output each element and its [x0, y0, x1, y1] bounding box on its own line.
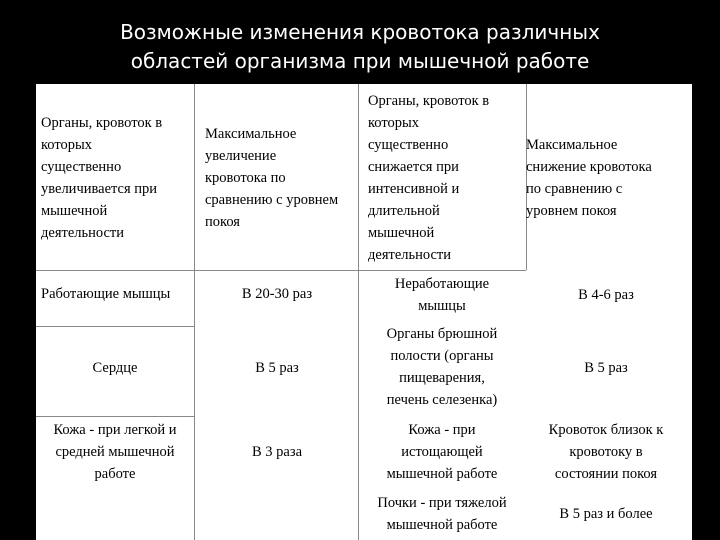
row2-increase: [196, 357, 358, 379]
cell-text: работе: [94, 466, 136, 482]
cell-text: Почки - при тяжелой: [377, 495, 507, 511]
cell-text: В 5 раз и более: [559, 506, 653, 522]
slide-title-line-2: областей организма при мышечной работе: [130, 49, 590, 73]
header-text: увеличение: [205, 148, 277, 164]
header-divider: [36, 270, 526, 271]
header-text: Органы, кровоток в: [368, 93, 490, 109]
header-text: кровотока по: [205, 170, 286, 186]
cell-text: полости (органы: [390, 348, 494, 364]
cell-text: мышечной работе: [386, 517, 498, 533]
header-text: которых: [368, 115, 420, 131]
header-text: Максимальное: [526, 137, 618, 153]
cell-text: Органы брюшной: [386, 326, 498, 342]
row-divider-2: [36, 416, 194, 417]
header-increased-organs: [41, 112, 193, 244]
header-text: по сравнению с: [526, 181, 623, 197]
cell-text: истощающей: [401, 444, 483, 460]
row4-decrease: [526, 503, 686, 525]
row2-organ: [36, 357, 194, 379]
row1-decreased-organ: [359, 273, 525, 317]
header-text: существенно: [368, 137, 449, 153]
row3-increase: [196, 441, 358, 463]
header-text: снижается при: [368, 159, 459, 175]
cell-text: В 5 раз: [255, 360, 299, 376]
cell-text: В 5 раз: [584, 360, 628, 376]
row1-decrease: [526, 284, 686, 306]
header-max-increase: [205, 123, 360, 233]
header-text: снижение кровотока: [526, 159, 652, 175]
header-text: интенсивной и: [368, 181, 460, 197]
header-text: которых: [41, 137, 93, 153]
slide-title-line-1: Возможные изменения кровотока различных: [120, 20, 600, 44]
cell-text: В 20-30 раз: [241, 286, 313, 302]
row1-increase: [196, 283, 358, 305]
header-max-decrease: [526, 134, 692, 222]
cell-text: Кожа - при легкой и: [53, 422, 177, 438]
row2-decreased-organ: [359, 323, 525, 411]
header-text: Органы, кровоток в: [41, 115, 163, 131]
cell-text: Неработающие: [394, 276, 490, 292]
slide-title: [0, 18, 720, 76]
cell-text: печень селезенка): [386, 392, 498, 408]
cell-text: Работающие мышцы: [41, 286, 171, 302]
header-decreased-organs: [368, 90, 524, 266]
cell-text: кровотоку в: [569, 444, 643, 460]
cell-text: Сердце: [92, 360, 138, 376]
cell-text: пищеварения,: [399, 370, 485, 386]
header-text: существенно: [41, 159, 122, 175]
row3-decrease: [526, 419, 686, 485]
column-divider-1: [194, 84, 195, 540]
header-text: покоя: [205, 214, 240, 230]
header-text: увеличивается при: [41, 181, 158, 197]
cell-text: Кожа - при: [408, 422, 476, 438]
header-text: длительной: [368, 203, 440, 219]
cell-text: мышечной работе: [386, 466, 498, 482]
cell-text: средней мышечной: [55, 444, 175, 460]
header-text: уровнем покоя: [526, 203, 617, 219]
header-text: мышечной: [368, 225, 435, 241]
row3-organ: [36, 419, 194, 485]
cell-text: Кровоток близок к: [548, 422, 664, 438]
header-text: мышечной: [41, 203, 108, 219]
header-text: деятельности: [41, 225, 125, 241]
row4-decreased-organ: [359, 492, 525, 536]
comparison-table: [36, 84, 692, 540]
cell-text: состоянии покоя: [554, 466, 658, 482]
cell-text: мышцы: [418, 298, 466, 314]
header-text: сравнению с уровнем: [205, 192, 339, 208]
row-divider-1: [36, 326, 194, 327]
row1-organ: [41, 283, 211, 305]
row3-decreased-organ: [359, 419, 525, 485]
row2-decrease: [526, 357, 686, 379]
header-text: деятельности: [368, 247, 452, 263]
cell-text: В 3 раза: [251, 444, 303, 460]
cell-text: В 4-6 раз: [578, 287, 634, 303]
header-text: Максимальное: [205, 126, 297, 142]
